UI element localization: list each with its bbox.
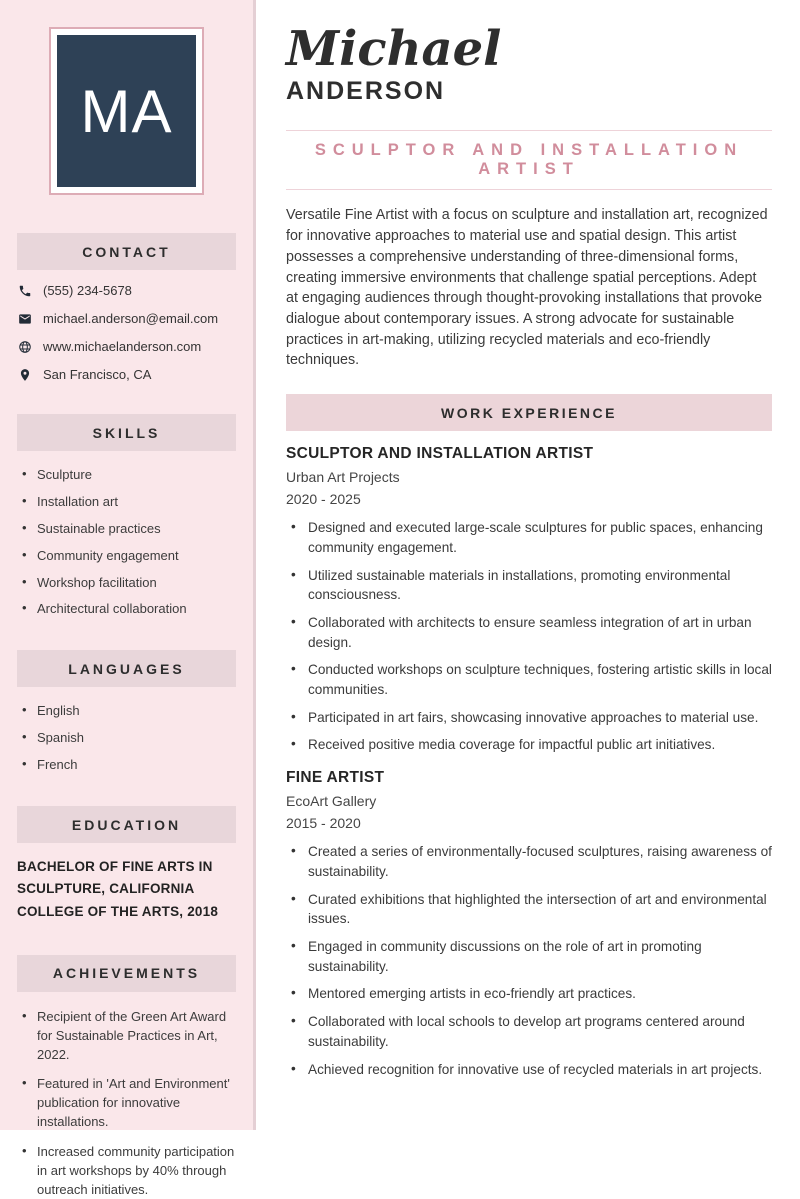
achievement-item: • Featured in 'Art and Environment' publication for innovative installations. <box>22 1075 236 1132</box>
achievements-list <box>17 1008 236 1199</box>
monogram-inner-box <box>57 35 196 187</box>
contact-row-phone <box>17 283 236 298</box>
monogram-initials: MA <box>80 77 173 145</box>
professional-title: SCULPTOR AND INSTALLATION ARTIST <box>314 141 744 179</box>
work-experience-header <box>286 394 772 431</box>
job-bullets <box>286 518 772 755</box>
phone-icon <box>17 283 32 298</box>
job-bullet: • Achieved recognition for innovative use of recycled materials in art projects. <box>291 1060 772 1080</box>
achievements-section-header <box>17 955 236 992</box>
last-name: ANDERSON <box>286 77 446 106</box>
location-text: San Francisco, CA <box>43 367 152 382</box>
job-entry-2 <box>286 769 772 1079</box>
job-bullet: • Conducted workshops on sculpture techniques, fostering artistic skills in local communities. <box>291 660 772 699</box>
achievement-item: • Recipient of the Green Art Award for Sustainable Practices in Art, 2022. <box>22 1008 236 1065</box>
job-title: FINE ARTIST <box>286 769 385 787</box>
contact-section-title: CONTACT <box>82 243 171 260</box>
job-bullet: • Curated exhibitions that highlighted the intersection of art and environmental issues. <box>291 890 772 929</box>
contact-list <box>17 283 236 382</box>
language-item: • Spanish <box>22 730 236 747</box>
skill-item: • Installation art <box>22 494 236 511</box>
skill-item: • Community engagement <box>22 548 236 565</box>
job-bullet: • Participated in art fairs, showcasing innovative approaches to material use. <box>291 708 772 728</box>
job-bullet: • Engaged in community discussions on the role of art in promoting sustainability. <box>291 937 772 976</box>
contact-row-website <box>17 339 236 354</box>
job-bullet: • Collaborated with architects to ensure seamless integration of art in urban design. <box>291 613 772 652</box>
skill-item: • Workshop facilitation <box>22 575 236 592</box>
contact-row-email <box>17 311 236 326</box>
languages-section-header <box>17 650 236 687</box>
education-section-header <box>17 806 236 843</box>
job-bullet: • Received positive media coverage for impactful public art initiatives. <box>291 735 772 755</box>
achievements-section-title: ACHIEVEMENTS <box>52 965 201 982</box>
languages-list <box>17 703 236 774</box>
job-company: Urban Art Projects <box>286 469 400 486</box>
skill-item: • Architectural collaboration <box>22 601 236 618</box>
job-dates: 2015 - 2020 <box>286 815 361 832</box>
professional-summary: Versatile Fine Artist with a focus on sculpture and installation art, recognized for innovative approaches to material use and spatial design. This artist possesses a comprehensive understanding of three-dimensional forms, creating immersive environments that challenge spatial perceptions. Adept at engaging audiences through thought-provoking installations that provoke dialogue about contemporary issues. A strong advocate for sustainable practices in art-making, utilizing recycled materials and eco-friendly techniques. <box>286 207 768 369</box>
job-entry-1 <box>286 445 772 755</box>
email-text: michael.anderson@email.com <box>43 311 219 326</box>
job-bullet: • Mentored emerging artists in eco-friendly art practices. <box>291 984 772 1004</box>
first-name: Michael <box>286 21 502 77</box>
monogram-box <box>49 27 204 195</box>
main-column <box>256 0 800 1130</box>
skills-section-header <box>17 414 236 451</box>
job-title: SCULPTOR AND INSTALLATION ARTIST <box>286 445 594 463</box>
email-icon <box>17 311 32 326</box>
contact-row-location <box>17 367 236 382</box>
job-bullet: • Designed and executed large-scale sculptures for public spaces, enhancing community engagement. <box>291 518 772 557</box>
work-experience-title: WORK EXPERIENCE <box>441 404 617 421</box>
language-item: • English <box>22 703 236 720</box>
job-company: EcoArt Gallery <box>286 793 377 810</box>
location-icon <box>17 367 32 382</box>
globe-icon <box>17 339 32 354</box>
job-bullet: • Collaborated with local schools to develop art programs centered around sustainability. <box>291 1012 772 1051</box>
achievement-item: • Increased community participation in art workshops by 40% through outreach initiatives. <box>22 1143 236 1199</box>
website-text: www.michaelanderson.com <box>43 339 202 354</box>
language-item: • French <box>22 757 236 774</box>
skills-section-title: SKILLS <box>92 424 161 441</box>
contact-section-header <box>17 233 236 270</box>
sidebar <box>0 0 256 1197</box>
skill-item: • Sustainable practices <box>22 521 236 538</box>
skill-item: • Sculpture <box>22 467 236 484</box>
languages-section-title: LANGUAGES <box>68 660 185 677</box>
job-bullet: • Utilized sustainable materials in installations, promoting environmental consciousness. <box>291 566 772 605</box>
phone-text: (555) 234-5678 <box>43 283 132 298</box>
skills-list <box>17 467 236 618</box>
education-section-title: EDUCATION <box>71 816 182 833</box>
job-bullets <box>286 842 772 1079</box>
job-bullet: • Created a series of environmentally-focused sculptures, raising awareness of sustainability. <box>291 842 772 881</box>
job-dates: 2020 - 2025 <box>286 491 361 508</box>
headline-block <box>286 130 772 190</box>
education-degree: BACHELOR OF FINE ARTS IN SCULPTURE, CALIFORNIA COLLEGE OF THE ARTS, 2018 <box>17 859 219 919</box>
